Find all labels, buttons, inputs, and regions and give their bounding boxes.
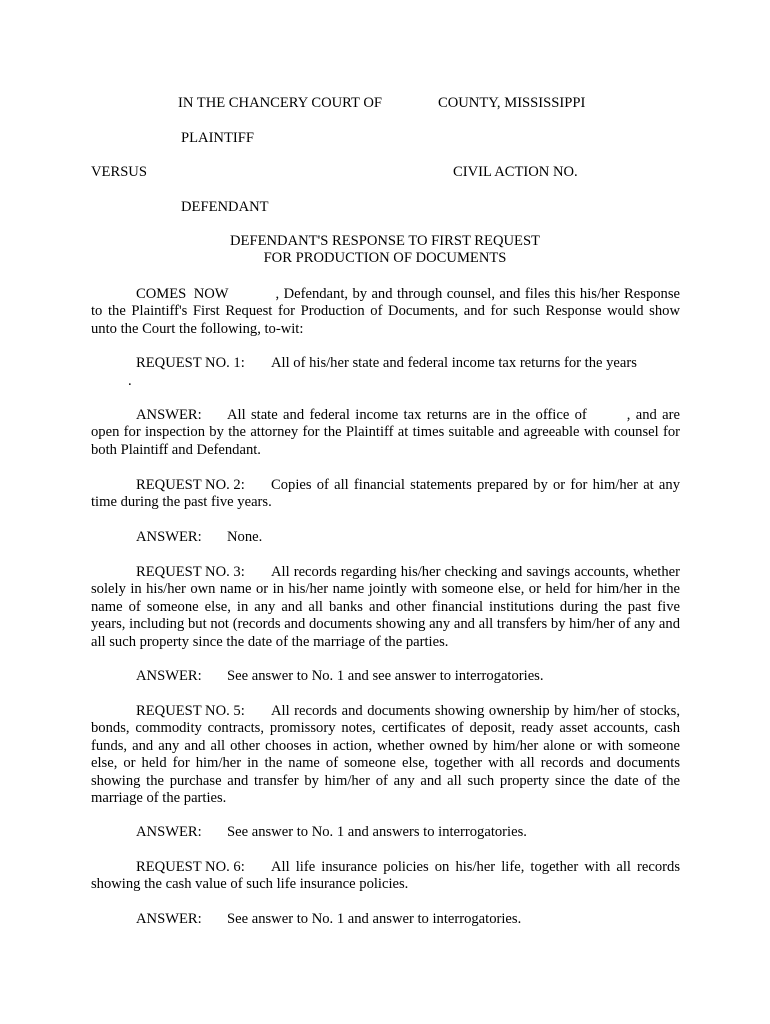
- intro-text: , Defendant, by and through counsel, and files this his/her Response to the Plaintiff's First Request for Production of Documents, and for such Response would show unto the Court the following, to-wit:: [91, 286, 680, 337]
- request-6-label: REQUEST NO. 6:: [136, 859, 245, 875]
- request-5-text: All records and documents showing ownership by him/her of stocks, bonds, commodity contracts, promissory notes, certificates of deposit, ready asset accounts, cash funds, and any and all other chooses in action, whether owned by him/her alone or with someone else, or held for him/her in the name of someone else, together with all records and documents showing the purchase and transfer by him/her of any and all such property since the date of the marriage of the parties.: [91, 703, 680, 807]
- answer-6-label: ANSWER:: [136, 911, 202, 927]
- answer-3-label: ANSWER:: [136, 668, 202, 684]
- request-1: [91, 355, 680, 372]
- request-2-text: Copies of all financial statements prepared by or for him/her at any time during the past five years.: [91, 477, 680, 511]
- answer-1-label: ANSWER:: [136, 407, 202, 423]
- court-name: IN THE CHANCERY COURT OF: [178, 95, 382, 111]
- answer-5: [91, 824, 680, 841]
- answer-6: [91, 911, 680, 928]
- answer-5-label: ANSWER:: [136, 824, 202, 840]
- plaintiff-label: PLAINTIFF: [181, 130, 254, 146]
- answer-1-text-cont: , and are open for inspection by the attorney for the Plaintiff at times suitable and agreeable with counsel for both Plaintiff and Defendant.: [91, 407, 680, 458]
- request-3-text: All records regarding his/her checking and savings accounts, whether solely in his/her own name or in his/her name jointly with someone else, or held for him/her in the name of someone else, in any and all banks and other financial institutions during the past five years, including but not (records and documents showing any and all transfers by him/her of any and all such property since the date of the marriage of the parties.: [91, 564, 680, 650]
- answer-6-text: See answer to No. 1 and answer to interrogatories.: [227, 911, 522, 927]
- intro-lead: COMES NOW: [136, 286, 229, 302]
- request-2-label: REQUEST NO. 2:: [136, 477, 245, 493]
- civil-action-label: CIVIL ACTION NO.: [453, 164, 578, 180]
- answer-2: [91, 529, 680, 546]
- answer-2-label: ANSWER:: [136, 529, 202, 545]
- document-title-line-2: FOR PRODUCTION OF DOCUMENTS: [263, 250, 507, 266]
- request-1-text: All of his/her state and federal income tax returns for the years: [271, 355, 637, 371]
- answer-5-text: See answer to No. 1 and answers to interrogatories.: [227, 824, 527, 840]
- request-3-label: REQUEST NO. 3:: [136, 564, 245, 580]
- request-6: [91, 859, 680, 894]
- answer-3-text: See answer to No. 1 and see answer to interrogatories.: [227, 668, 544, 684]
- defendant-label: DEFENDANT: [181, 199, 269, 215]
- request-1-label: REQUEST NO. 1:: [136, 355, 245, 371]
- county-state: COUNTY, MISSISSIPPI: [438, 95, 586, 111]
- request-5: [91, 703, 680, 807]
- answer-1: [91, 407, 680, 459]
- request-3: [91, 564, 680, 651]
- request-5-label: REQUEST NO. 5:: [136, 703, 245, 719]
- document-title-line-1: DEFENDANT'S RESPONSE TO FIRST REQUEST: [230, 233, 540, 249]
- versus-label: VERSUS: [91, 164, 147, 180]
- answer-3: [91, 668, 680, 685]
- request-1-tail: .: [128, 373, 132, 389]
- request-6-text: All life insurance policies on his/her life, together with all records showing the cash value of such life insurance policies.: [91, 859, 680, 893]
- request-2: [91, 477, 680, 512]
- answer-2-text: None.: [227, 529, 263, 545]
- intro-paragraph: [91, 286, 680, 338]
- answer-1-text: All state and federal income tax returns are in the office of: [227, 407, 587, 423]
